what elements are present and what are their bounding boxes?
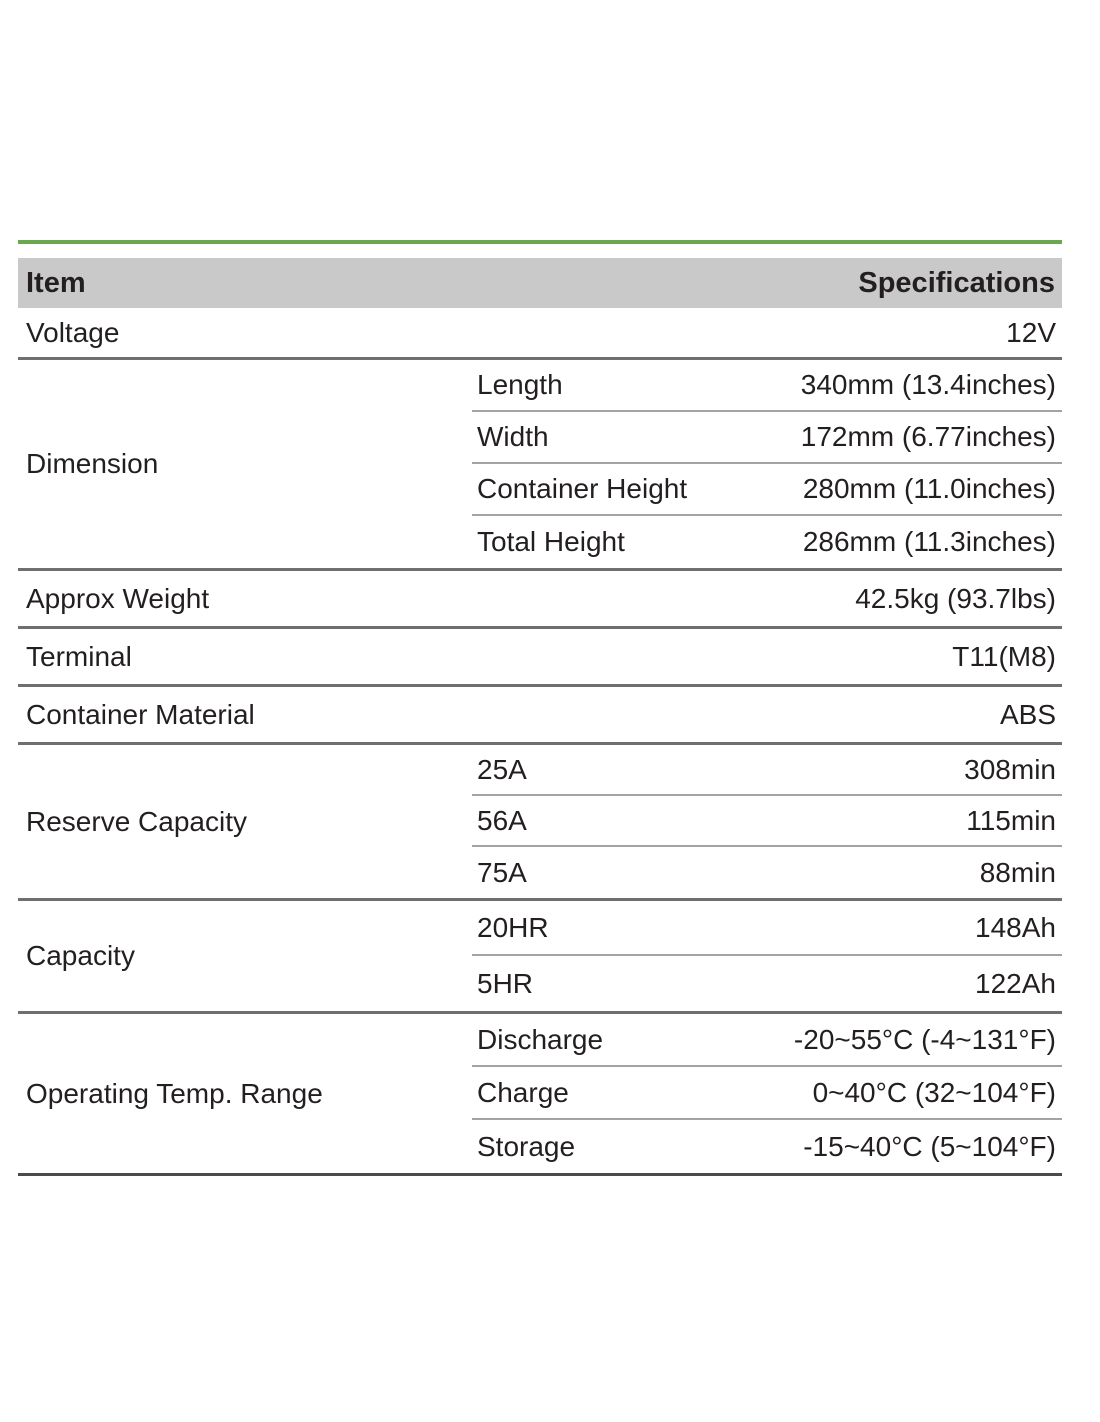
specifications-table — [18, 240, 1062, 1176]
subrow-discharge — [472, 1014, 1062, 1067]
subrow-name: Width — [477, 421, 549, 452]
table-row-reserve-capacity — [18, 745, 1062, 901]
subrow-value: 148Ah — [975, 911, 1056, 943]
subrow-name: 25A — [477, 753, 527, 785]
table-row-container-material — [18, 687, 1062, 745]
subrow-name: 5HR — [477, 967, 534, 999]
table-row-terminal — [18, 629, 1062, 687]
subrow-value: 88min — [979, 856, 1056, 888]
subrow-charge — [472, 1067, 1062, 1120]
reserve-capacity-subrows — [472, 745, 1062, 898]
subrow-25a — [472, 745, 1062, 796]
row-label: Voltage — [26, 316, 120, 348]
subrow-total-height — [472, 516, 1062, 568]
subrow-75a — [472, 847, 1062, 898]
subrow-length — [472, 360, 1062, 412]
subrow-value: 340mm (13.4inches) — [800, 369, 1056, 400]
dimension-subrows — [472, 360, 1062, 568]
subrow-width — [472, 412, 1062, 464]
subrow-storage — [472, 1120, 1062, 1173]
subrow-name: Storage — [477, 1130, 576, 1162]
row-value: 12V — [1006, 316, 1056, 348]
operating-temp-subrows — [472, 1014, 1062, 1173]
row-label: Terminal — [26, 640, 132, 672]
row-value: 42.5kg (93.7lbs) — [855, 582, 1056, 614]
table-header — [18, 258, 1062, 308]
table-row-voltage — [18, 308, 1062, 360]
subrow-value: 122Ah — [975, 967, 1056, 999]
accent-rule — [18, 240, 1062, 244]
row-label: Reserve Capacity — [26, 805, 247, 837]
subrow-value: 280mm (11.0inches) — [802, 473, 1056, 504]
header-specifications: Specifications — [858, 266, 1055, 299]
table-row-operating-temp-range — [18, 1014, 1062, 1176]
subrow-value: 286mm (11.3inches) — [802, 526, 1056, 557]
table-row-capacity — [18, 901, 1062, 1014]
row-label: Capacity — [26, 940, 135, 971]
row-label: Dimension — [26, 448, 159, 479]
subrow-value: -15~40°C (5~104°F) — [803, 1130, 1056, 1162]
subrow-name: Length — [477, 369, 563, 400]
header-item: Item — [26, 266, 86, 299]
subrow-value: 0~40°C (32~104°F) — [812, 1076, 1056, 1108]
row-value: T11(M8) — [952, 640, 1056, 672]
subrow-value: 115min — [966, 804, 1056, 836]
subrow-56a — [472, 796, 1062, 847]
table-row-approx-weight — [18, 571, 1062, 629]
row-label: Container Material — [26, 698, 255, 730]
subrow-name: 75A — [477, 856, 527, 888]
subrow-name: Total Height — [477, 526, 625, 557]
subrow-name: Discharge — [477, 1023, 604, 1055]
capacity-subrows — [472, 901, 1062, 1011]
row-value: ABS — [999, 698, 1056, 730]
subrow-name: 20HR — [477, 911, 549, 943]
subrow-container-height — [472, 464, 1062, 516]
subrow-name: Charge — [477, 1076, 569, 1108]
row-label: Operating Temp. Range — [26, 1077, 323, 1109]
subrow-value: -20~55°C (-4~131°F) — [793, 1023, 1056, 1055]
subrow-name: 56A — [477, 804, 527, 836]
subrow-5hr — [472, 956, 1062, 1011]
row-label: Approx Weight — [26, 582, 210, 614]
subrow-value: 172mm (6.77inches) — [800, 421, 1056, 452]
subrow-name: Container Height — [477, 473, 688, 504]
table-row-dimension — [18, 360, 1062, 571]
subrow-20hr — [472, 901, 1062, 956]
subrow-value: 308min — [964, 753, 1056, 785]
